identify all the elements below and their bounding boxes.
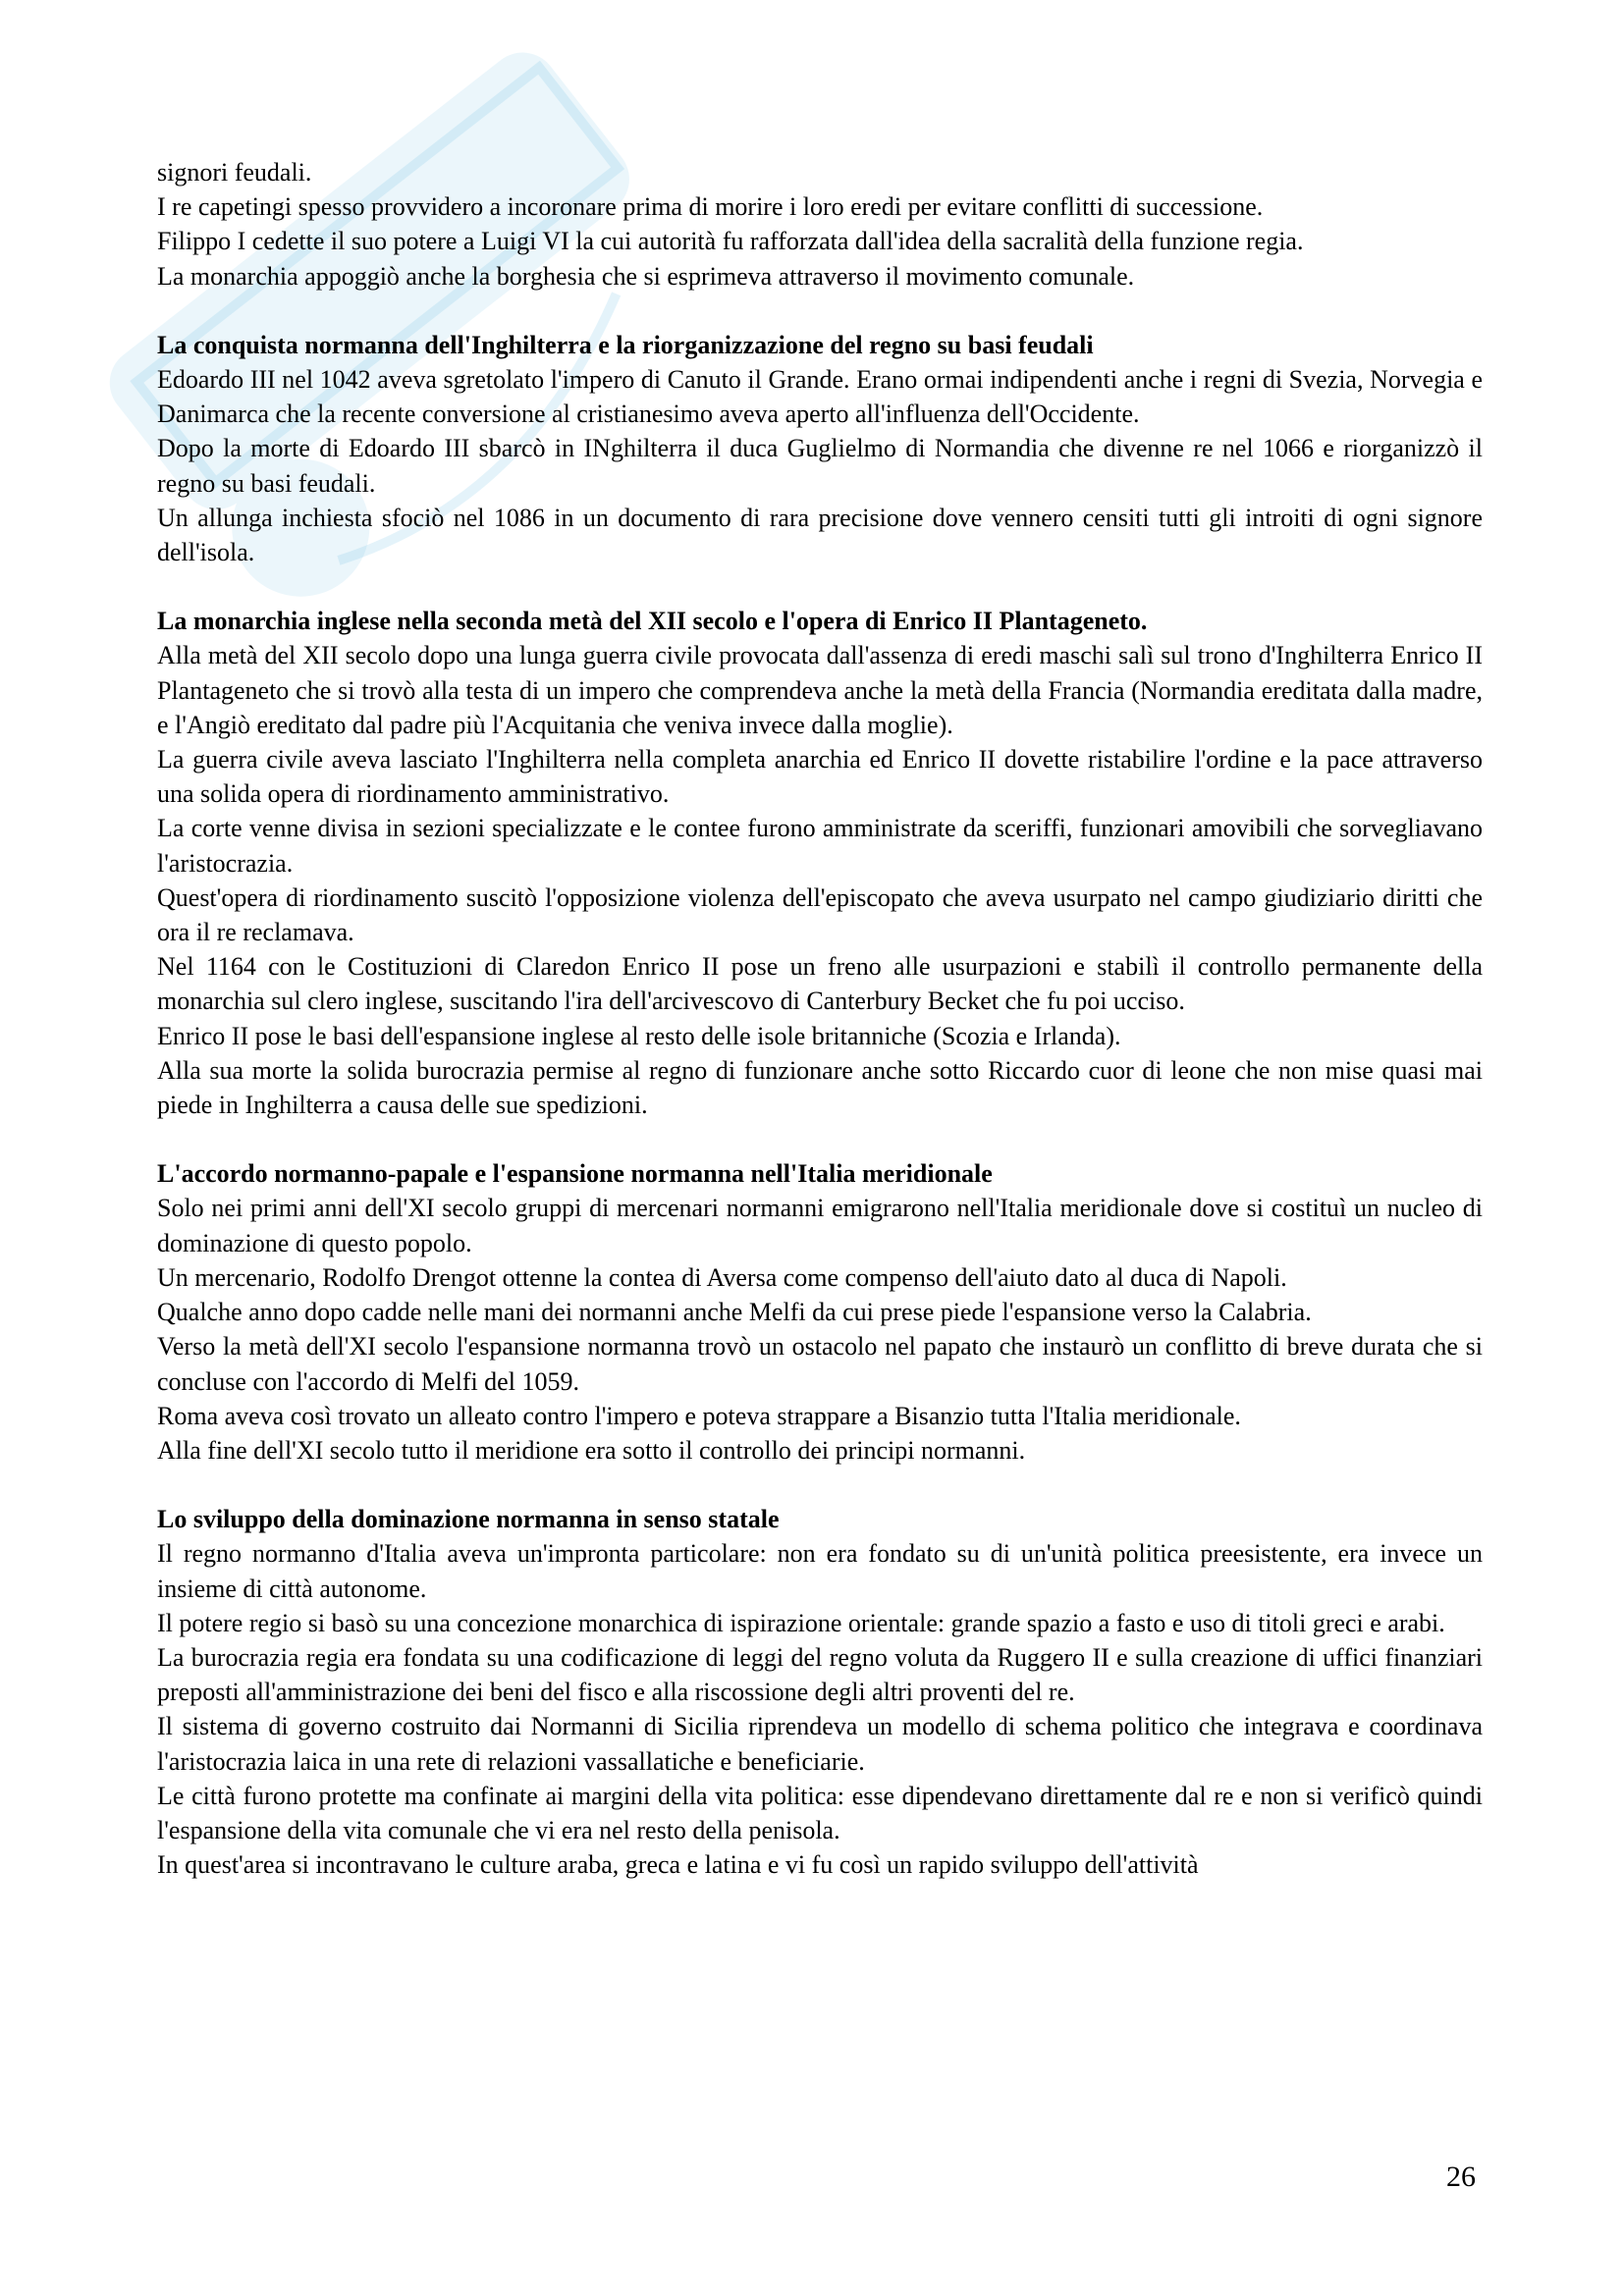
- section-paragraph: Il sistema di governo costruito dai Normanni di Sicilia riprendeva un modello di schema politico che integrava e coordinava l'aristocrazia laica in una rete di relazioni vassallatiche e beneficiarie.: [157, 1712, 1483, 1776]
- page-number: 26: [1446, 2161, 1476, 2193]
- section-paragraph: Dopo la morte di Edoardo III sbarcò in INghilterra il duca Guglielmo di Normandia che divenne re nel 1066 e riorganizzò il regno su basi feudali.: [157, 434, 1483, 498]
- section-heading: L'accordo normanno-papale e l'espansione normanna nell'Italia meridionale: [157, 1159, 993, 1189]
- intro-paragraph: signori feudali.: [157, 158, 312, 187]
- section-paragraph: La guerra civile aveva lasciato l'Inghilterra nella completa anarchia ed Enrico II dovette ristabilire l'ordine e la pace attraverso una solida opera di riordinamento amministrativo.: [157, 745, 1483, 809]
- section-paragraph: Enrico II pose le basi dell'espansione inglese al resto delle isole britanniche (Scozia e Irlanda).: [157, 1021, 1121, 1050]
- intro-paragraph: Filippo I cedette il suo potere a Luigi VI la cui autorità fu rafforzata dall'idea della sacralità della funzione regia.: [157, 227, 1304, 256]
- section-heading: La conquista normanna dell'Inghilterra e la riorganizzazione del regno su basi feudali: [157, 330, 1094, 359]
- intro-section: [157, 155, 1483, 294]
- section-norman-conquest-england: [157, 328, 1483, 569]
- section-paragraph: Edoardo III nel 1042 aveva sgretolato l'impero di Canuto il Grande. Erano ormai indipendenti anche i regni di Svezia, Norvegia e Danimarca che la recente conversione al cristianesimo aveva aperto all'influenza dell'Occidente.: [157, 365, 1483, 429]
- section-paragraph: Nel 1164 con le Costituzioni di Claredon Enrico II pose un freno alle usurpazioni e stabilì il controllo permanente della monarchia sul clero inglese, suscitando l'ira dell'arcivescovo di Canterbury Becket che fu poi ucciso.: [157, 952, 1483, 1016]
- section-norman-state-development: [157, 1502, 1483, 1882]
- section-paragraph: Alla sua morte la solida burocrazia permise al regno di funzionare anche sotto Riccardo cuor di leone che non mise quasi mai piede in Inghilterra a causa delle sue spedizioni.: [157, 1055, 1483, 1120]
- section-heading: La monarchia inglese nella seconda metà del XII secolo e l'opera di Enrico II Plantageneto.: [157, 607, 1148, 636]
- section-paragraph: Un mercenario, Rodolfo Drengot ottenne la contea di Aversa come compenso dell'aiuto dato al duca di Napoli.: [157, 1262, 1287, 1292]
- intro-paragraph: La monarchia appoggiò anche la borghesia che si esprimeva attraverso il movimento comunale.: [157, 261, 1135, 291]
- section-paragraph: Le città furono protette ma confinate ai margini della vita politica: esse dipendevano direttamente dal re e non si verificò quindi l'espansione della vita comunale che vi era nel resto della penisola.: [157, 1781, 1483, 1844]
- section-heading: Lo sviluppo della dominazione normanna in senso statale: [157, 1505, 780, 1534]
- section-paragraph: Il regno normanno d'Italia aveva un'impronta particolare: non era fondato su di un'unità politica preesistente, era invece un insieme di città autonome.: [157, 1539, 1483, 1603]
- page-content: [157, 155, 1483, 1882]
- section-paragraph: Il potere regio si basò su una concezione monarchica di ispirazione orientale: grande spazio a fasto e uso di titoli greci e arabi.: [157, 1608, 1445, 1637]
- section-paragraph: Alla fine dell'XI secolo tutto il meridione era sotto il controllo dei principi normanni.: [157, 1435, 1026, 1465]
- section-english-monarchy-henry-ii: [157, 604, 1483, 1122]
- section-paragraph: Solo nei primi anni dell'XI secolo gruppi di mercenari normanni emigrarono nell'Italia meridionale dove si costituì un nucleo di dominazione di questo popolo.: [157, 1194, 1483, 1257]
- section-paragraph: Un allunga inchiesta sfociò nel 1086 in un documento di rara precisione dove vennero censiti tutti gli introiti di ogni signore dell'isola.: [157, 503, 1483, 567]
- section-paragraph: In quest'area si incontravano le culture araba, greca e latina e vi fu così un rapido sviluppo dell'attività: [157, 1850, 1199, 1880]
- section-paragraph: Verso la metà dell'XI secolo l'espansione normanna trovò un ostacolo nel papato che instaurò un conflitto di breve durata che si concluse con l'accordo di Melfi del 1059.: [157, 1332, 1483, 1396]
- section-paragraph: Quest'opera di riordinamento suscitò l'opposizione violenza dell'episcopato che aveva usurpato nel campo giudiziario diritti che ora il re reclamava.: [157, 882, 1483, 947]
- section-paragraph: Qualche anno dopo cadde nelle mani dei normanni anche Melfi da cui prese piede l'espansione verso la Calabria.: [157, 1298, 1312, 1327]
- section-paragraph: Roma aveva così trovato un alleato contro l'impero e poteva strappare a Bisanzio tutta l'Italia meridionale.: [157, 1401, 1241, 1430]
- section-paragraph: Alla metà del XII secolo dopo una lunga guerra civile provocata dall'assenza di eredi maschi salì sul trono d'Inghilterra Enrico II Plantageneto che si trovò alla testa di un impero che comprendeva anche la metà della Francia (Normandia ereditata dalla madre, e l'Angiò ereditato dal padre più l'Acquitania che veniva invece dalla moglie).: [157, 641, 1483, 739]
- section-norman-papal-accord: [157, 1156, 1483, 1468]
- section-paragraph: La corte venne divisa in sezioni specializzate e le contee furono amministrate da sceriffi, funzionari amovibili che sorvegliavano l'aristocrazia.: [157, 814, 1483, 878]
- section-paragraph: La burocrazia regia era fondata su una codificazione di leggi del regno voluta da Ruggero II e sulla creazione di uffici finanziari preposti all'amministrazione dei beni del fisco e alla riscossione degli altri proventi del re.: [157, 1642, 1483, 1707]
- intro-paragraph: I re capetingi spesso provvidero a incoronare prima di morire i loro eredi per evitare conflitti di successione.: [157, 192, 1264, 222]
